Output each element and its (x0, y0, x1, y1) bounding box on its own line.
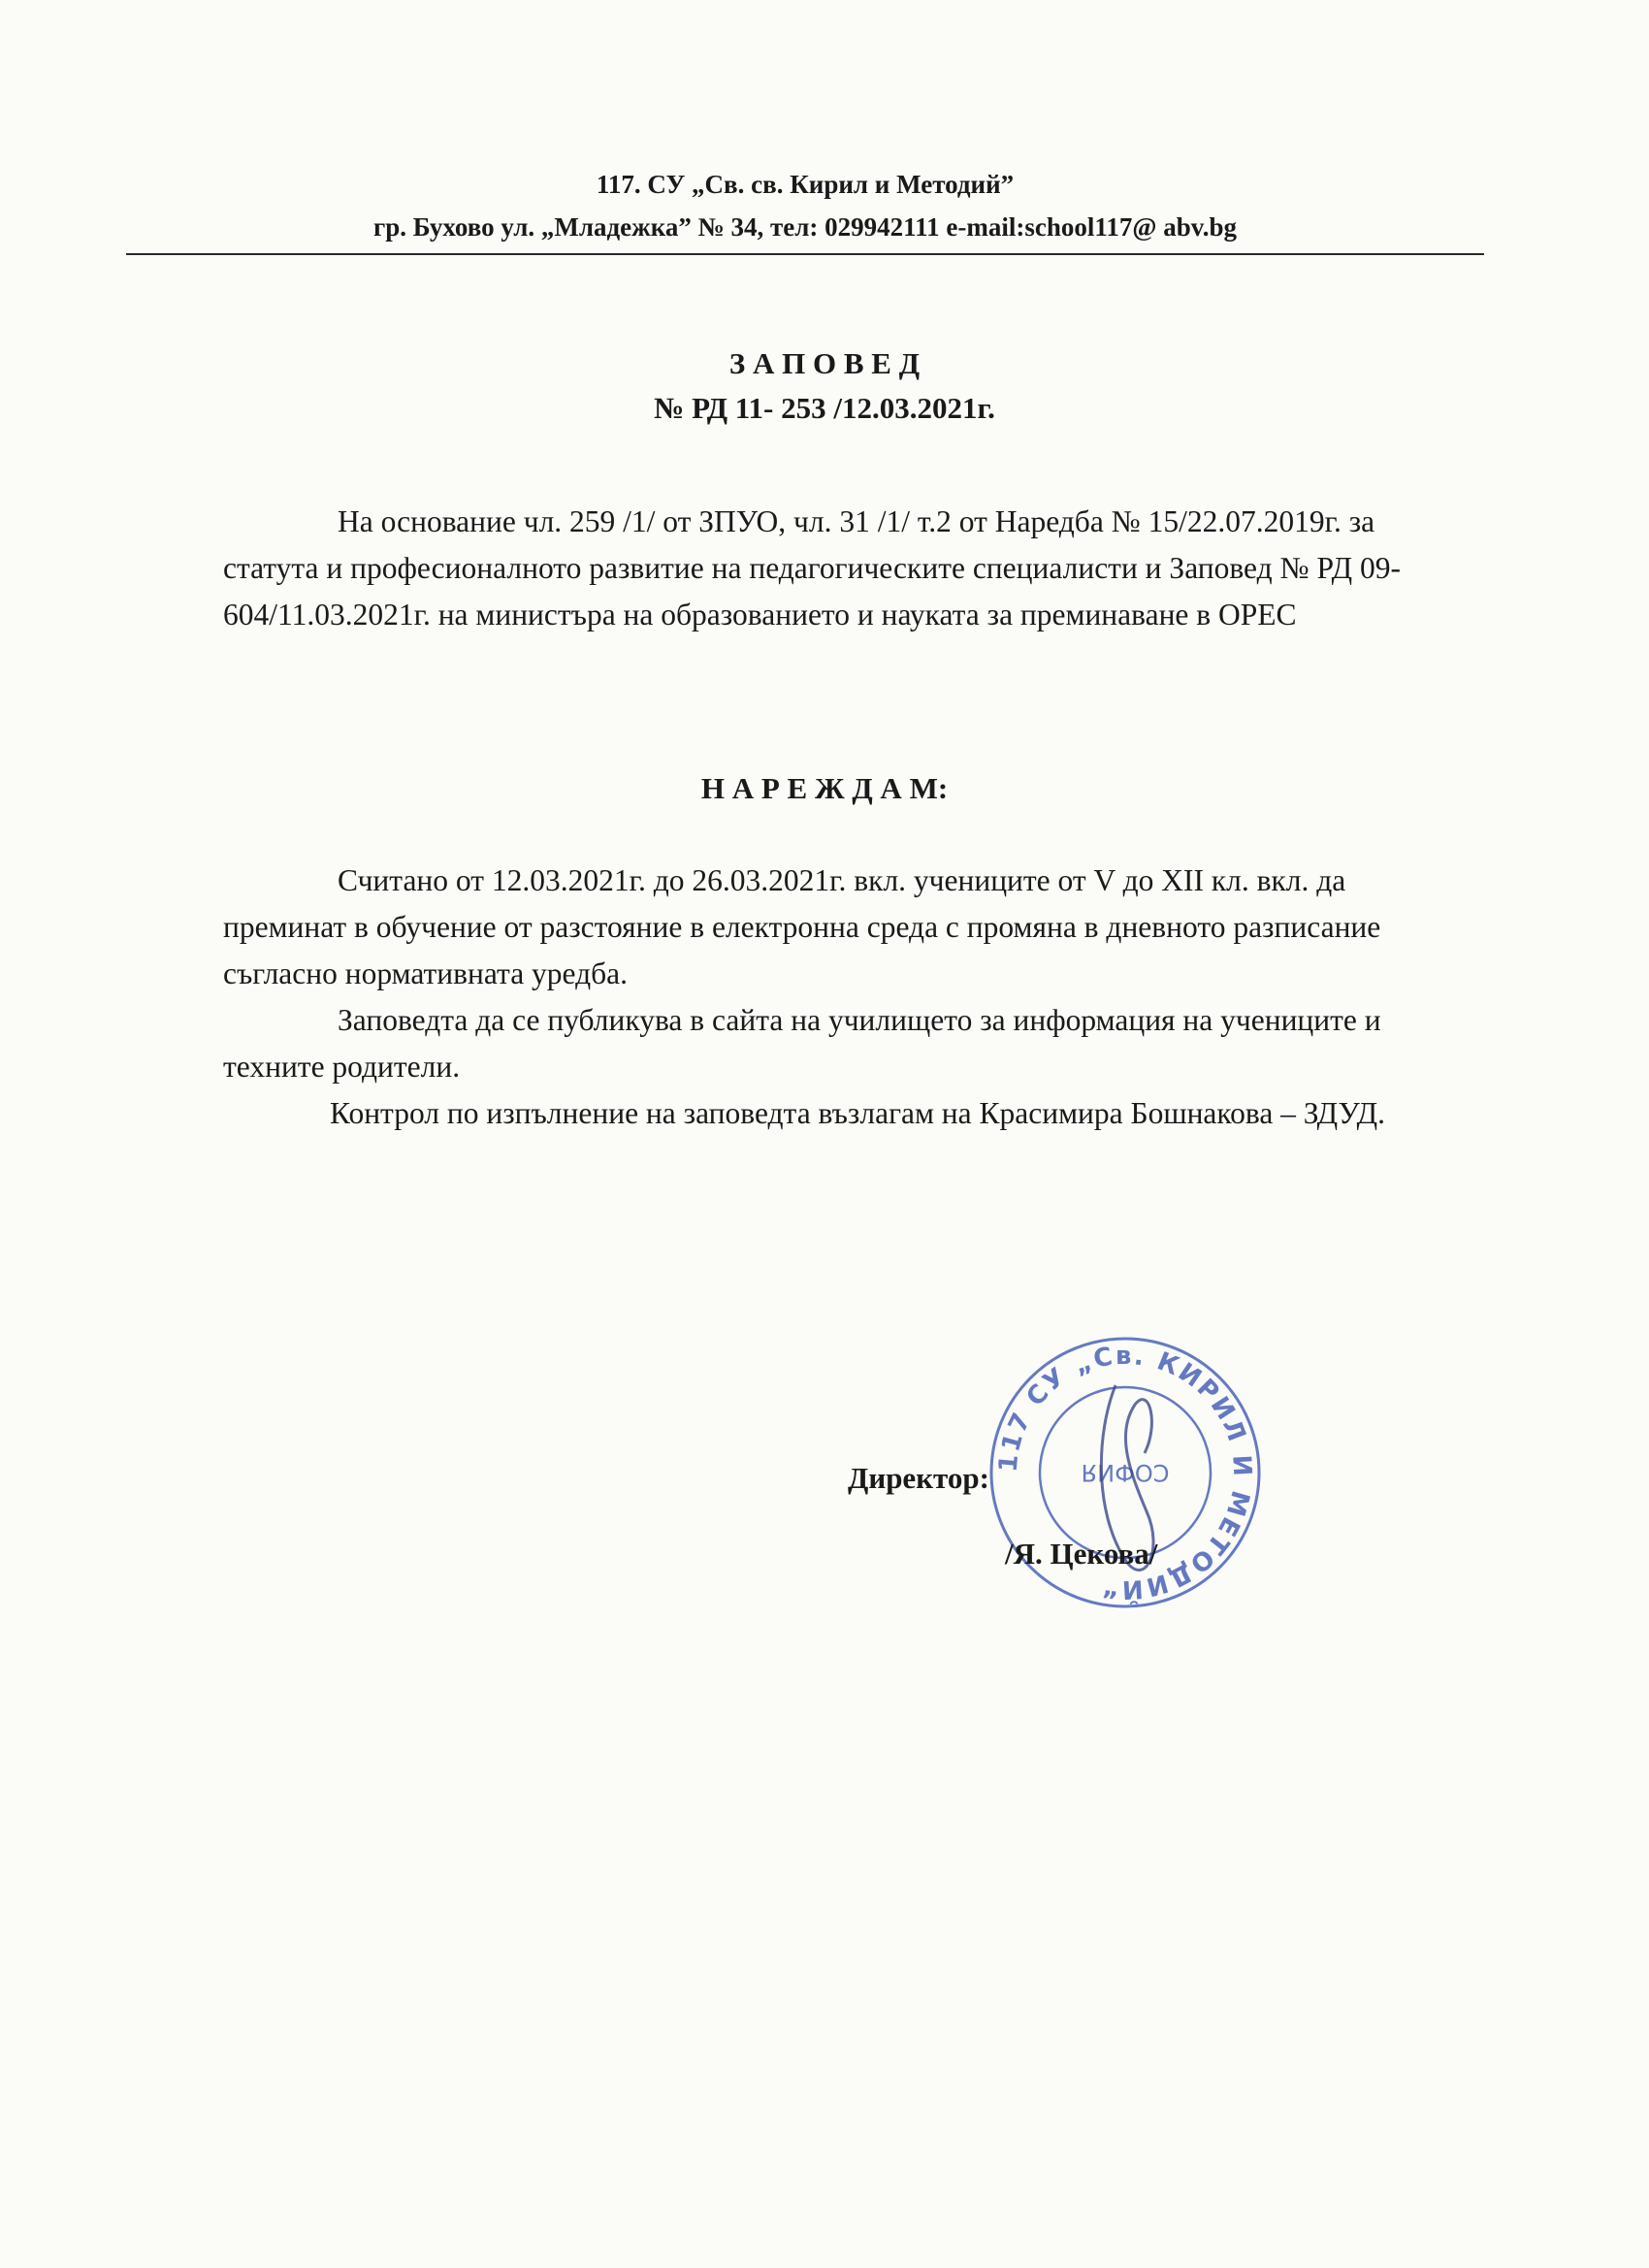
decree-paragraph-2: Заповедта да се публикува в сайта на училището за информация на учениците и техните родители. (223, 1003, 1381, 1084)
official-stamp (980, 1327, 1271, 1618)
order-title: З А П О В Е Д (728, 346, 921, 380)
order-number: № РД 11- 253 /12.03.2021г. (654, 391, 995, 425)
signature-label: Директор: (848, 1461, 989, 1495)
basis-paragraph: На основание чл. 259 /1/ от ЗПУО, чл. 31 /1/ т.2 от Наредба № 15/22.07.2019г. за статута и професионалното развитие на педагогическите специалисти и Заповед № РД 09-604/11.03.2021г. на министъра на образованието и науката за преминаване в ОРЕС (223, 504, 1401, 632)
basis-section (223, 499, 1406, 638)
stamp-ring-text: 117 СУ „Св. КИРИЛ И МЕТОДИЙ“ (993, 1341, 1257, 1604)
order-title-block (0, 341, 1649, 431)
decree-paragraph-1: Считано от 12.03.2021г. до 26.03.2021г. вкл. учениците от V до XII кл. вкл. да преминат в обучение от разстояние в електронна среда с промяна в дневното разписание съгласно нормативната уредба. (223, 863, 1381, 990)
decree-heading: Н А Р Е Ж Д А М: (700, 771, 949, 805)
stamp-center-text: СОФИЯ (1081, 1459, 1170, 1486)
signature-name: /Я. Цекова/ (1005, 1537, 1158, 1571)
decree-paragraph-3: Контрол по изпълнение на заповедта възлагам на Красимира Бошнакова – ЗДУД. (330, 1096, 1386, 1130)
letterhead (126, 163, 1484, 248)
letterhead-divider (126, 253, 1484, 255)
school-name: 117. СУ „Св. св. Кирил и Методий” (596, 170, 1015, 199)
decree-section (223, 858, 1406, 1137)
school-address: гр. Бухово ул. „Младежка” № 34, тел: 029942111 e-mail:school117@ abv.bg (372, 212, 1238, 242)
